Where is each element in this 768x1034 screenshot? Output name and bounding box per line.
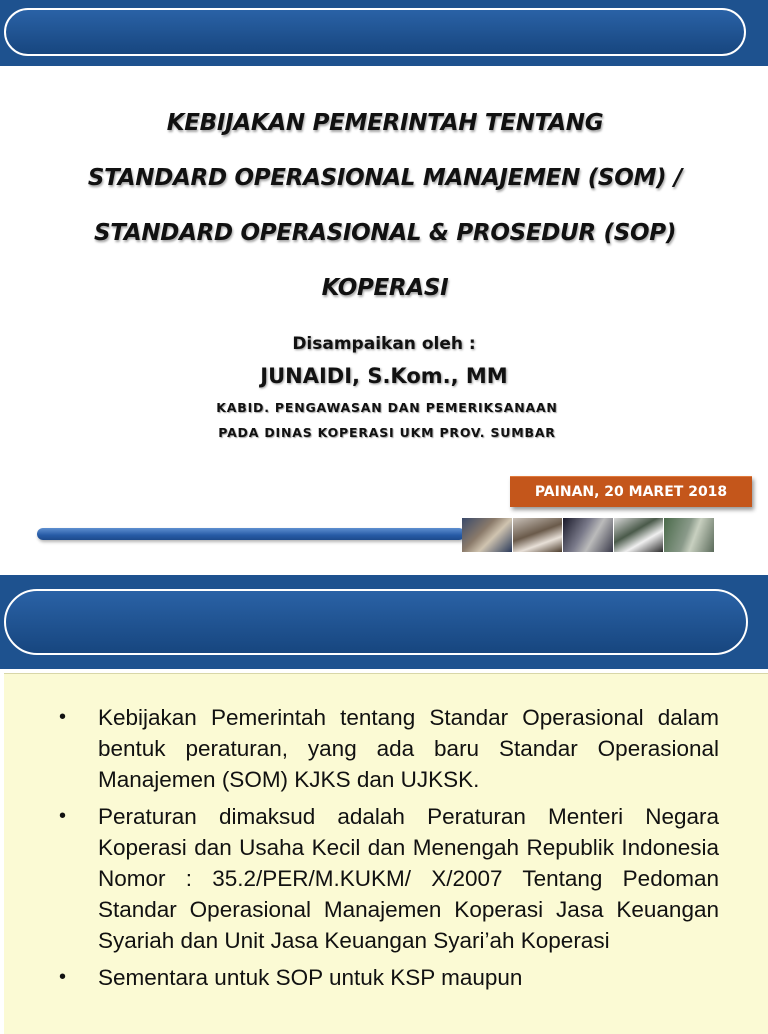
list-item	[59, 702, 719, 795]
photo-thumbnail	[664, 518, 714, 552]
slide-title	[40, 96, 730, 316]
slide-2-header-pill	[4, 589, 748, 655]
date-badge: PAINAN, 20 MARET 2018	[510, 476, 752, 507]
photo-thumbnail	[563, 518, 613, 552]
bullet-icon: •	[59, 966, 67, 988]
decorative-bar	[37, 528, 465, 540]
title-line-2: STANDARD OPERASIONAL MANAJEMEN (SOM) /	[87, 165, 683, 191]
slide-2-header-bar	[0, 575, 768, 669]
header-bar	[0, 0, 768, 66]
slide-2	[0, 575, 768, 1024]
bullet-icon: •	[59, 805, 67, 827]
presenter-role-line-2: PADA DINAS KOPERASI UKM PROV. SUMBAR	[218, 425, 556, 440]
title-line-1: KEBIJAKAN PEMERINTAH TENTANG	[166, 110, 604, 136]
title-line-4: KOPERASI	[321, 275, 449, 301]
list-item	[59, 801, 719, 956]
title-line-3: STANDARD OPERASIONAL & PROSEDUR (SOP)	[93, 220, 677, 246]
bullet-text: Peraturan dimaksud adalah Peraturan Menteri Negara Koperasi dan Usaha Kecil dan Menengah Republik Indonesia Nomor : 35.2/PER/M.KUKM/ X/2007 Tentang Pedoman Standar Operasional Manajemen Koperasi Jasa Keuangan Syariah dan Unit Jasa Keuangan Syari’ah Koperasi	[98, 804, 719, 953]
photo-thumbnail	[614, 518, 664, 552]
bullet-text: Sementara untuk SOP untuk KSP maupun	[98, 965, 523, 990]
bullet-list	[59, 702, 719, 999]
photo-thumbnail	[513, 518, 563, 552]
bullet-icon: •	[59, 706, 67, 728]
presenter-role-line-1: KABID. PENGAWASAN DAN PEMERIKSANAAN	[216, 400, 558, 415]
photo-thumbnail	[462, 518, 512, 552]
presented-by-label: Disampaikan oleh :	[292, 334, 476, 354]
header-pill	[4, 8, 746, 56]
list-item	[59, 962, 719, 993]
bullet-text: Kebijakan Pemerintah tentang Standar Operasional dalam bentuk peraturan, yang ada baru Standar Operasional Manajemen (SOM) KJKS dan UJKSK.	[98, 705, 719, 792]
presenter-name: JUNAIDI, S.Kom., MM	[260, 364, 508, 388]
photo-strip	[462, 518, 714, 552]
content-panel	[4, 673, 768, 1034]
